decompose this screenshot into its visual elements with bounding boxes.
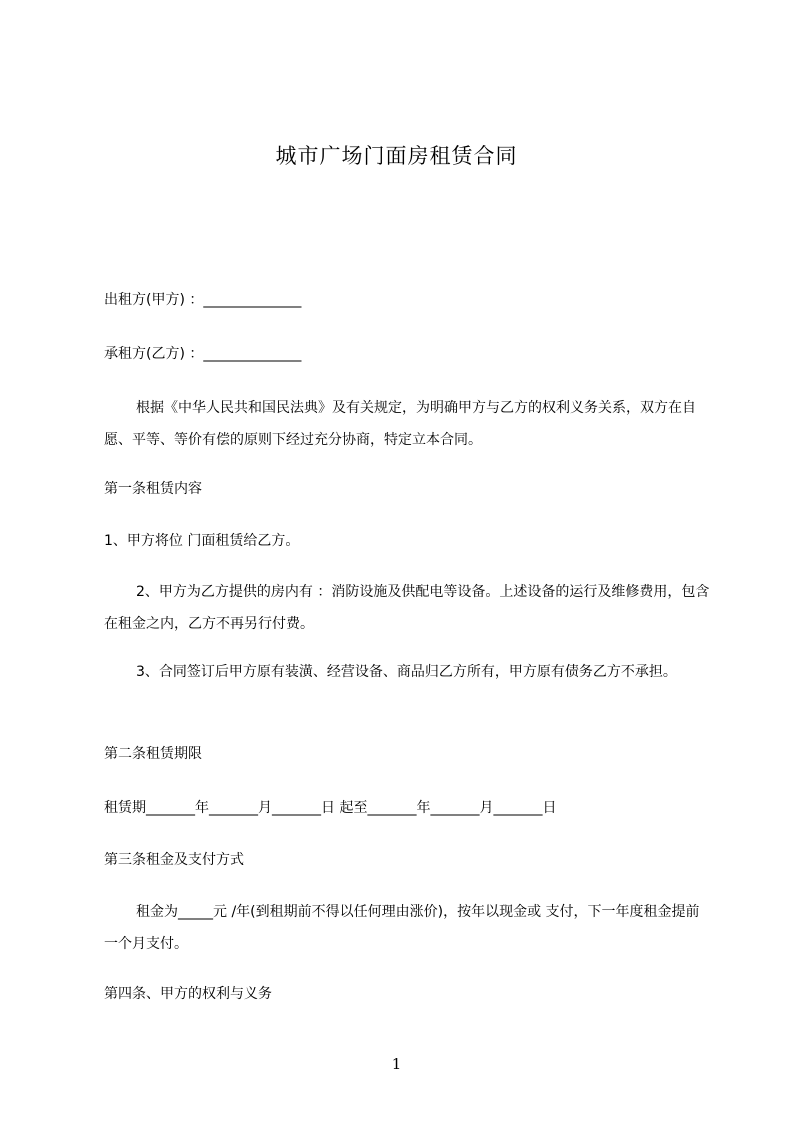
lease-period-line: 租赁期_______年_______月_______日 起至_______年_______月_______日	[104, 800, 557, 816]
lessee-line: 承租方(乙方) ：______________	[104, 346, 302, 362]
document-title: 城市广场门面房租赁合同	[275, 144, 518, 168]
article1-heading: 第一条租赁内容	[104, 481, 202, 497]
article1-item1: 1、甲方将位 门面租赁给乙方。	[104, 533, 300, 549]
lessor-line: 出租方(甲方) ：______________	[104, 292, 302, 308]
rent-paragraph: 租金为_____元 /年(到租期前不得以任何理由涨价)，按年以现金或 支付，下一年度租金提前一个月支付。	[104, 904, 700, 952]
article4-heading: 第四条、甲方的权利与义务	[104, 986, 272, 1002]
article3-heading: 第三条租金及支付方式	[104, 852, 244, 868]
article1-item3: 3、合同签订后甲方原有装潢、经营设备、商品归乙方所有，甲方原有债务乙方不承担。	[136, 664, 677, 680]
intro-paragraph: 根据《中华人民共和国民法典》及有关规定，为明确甲方与乙方的权利义务关系，双方在自愿、平等、等价有偿的原则下经过充分协商，特定立本合同。	[104, 400, 696, 448]
article1-item2: 2、甲方为乙方提供的房内有 ：消防设施及供配电等设备。上述设备的运行及维修费用，包含在租金之内，乙方不再另行付费。	[104, 584, 710, 632]
article2-heading: 第二条租赁期限	[104, 746, 202, 762]
page-number: 1	[391, 1055, 402, 1073]
